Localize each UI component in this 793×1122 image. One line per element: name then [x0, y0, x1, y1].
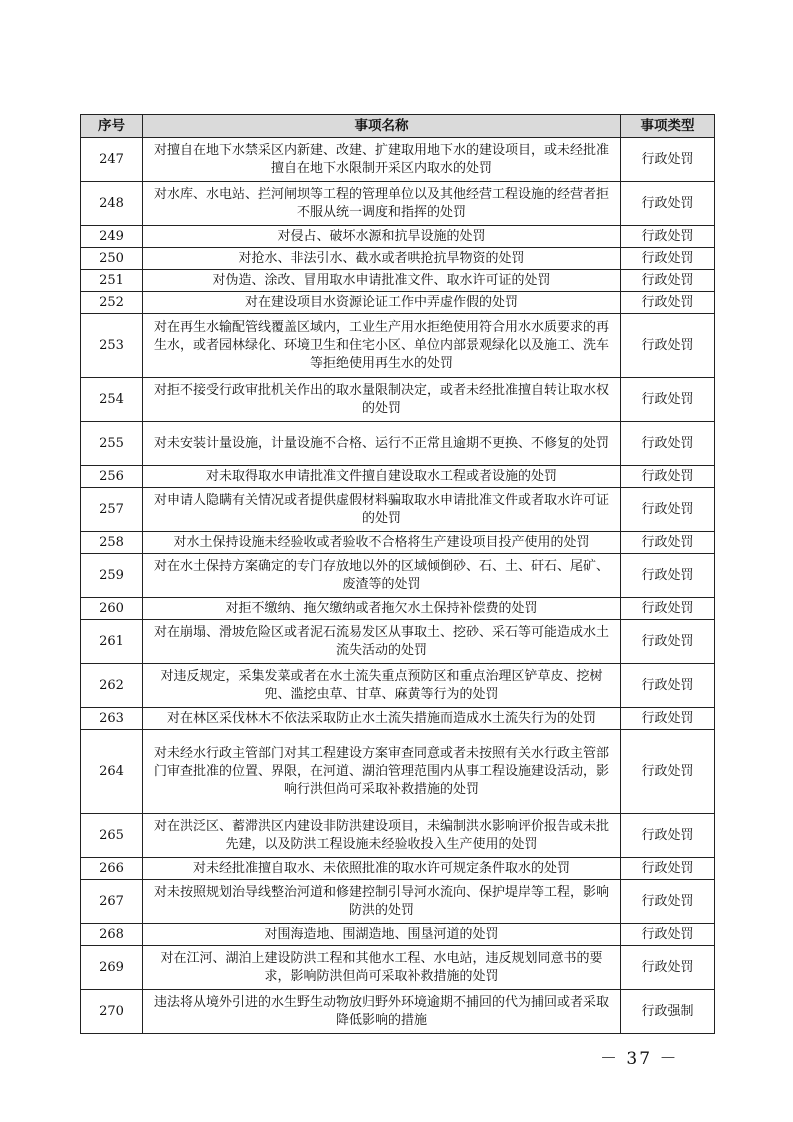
cell-name: 对在林区采伐林木不依法采取防止水土流失措施而造成水土流失行为的处罚	[143, 708, 621, 730]
table-body	[81, 138, 715, 1034]
cell-no: 266	[81, 858, 143, 880]
cell-type: 行政处罚	[621, 488, 715, 532]
header-type: 事项类型	[621, 115, 715, 138]
cell-no: 264	[81, 730, 143, 814]
matters-table	[80, 114, 715, 1034]
cell-name: 对水土保持设施未经验收或者验收不合格将生产建设项目投产使用的处罚	[143, 532, 621, 554]
cell-name: 对未安装计量设施，计量设施不合格、运行不正常且逾期不更换、不修复的处罚	[143, 422, 621, 466]
cell-type: 行政处罚	[621, 730, 715, 814]
cell-name: 对抢水、非法引水、截水或者哄抢抗旱物资的处罚	[143, 248, 621, 270]
cell-no: 250	[81, 248, 143, 270]
cell-no: 265	[81, 814, 143, 858]
cell-no: 256	[81, 466, 143, 488]
cell-type: 行政处罚	[621, 378, 715, 422]
cell-type: 行政处罚	[621, 708, 715, 730]
cell-no: 270	[81, 990, 143, 1034]
cell-name: 对在江河、湖泊上建设防洪工程和其他水工程、水电站，违反规划同意书的要求，影响防洪但尚可采取补救措施的处罚	[143, 946, 621, 990]
cell-name: 对擅自在地下水禁采区内新建、改建、扩建取用地下水的建设项目，或未经批准擅自在地下水限制开采区内取水的处罚	[143, 138, 621, 182]
cell-no: 257	[81, 488, 143, 532]
cell-type: 行政处罚	[621, 138, 715, 182]
cell-name: 对未经水行政主管部门对其工程建设方案审查同意或者未按照有关水行政主管部门审查批准的位置、界限，在河道、湖泊管理范围内从事工程设施建设活动，影响行洪但尚可采取补救措施的处罚	[143, 730, 621, 814]
table-row	[81, 488, 715, 532]
table-row	[81, 990, 715, 1034]
table-row	[81, 620, 715, 664]
cell-type: 行政处罚	[621, 182, 715, 226]
cell-type: 行政处罚	[621, 532, 715, 554]
matters-table-container	[80, 114, 714, 1034]
cell-type: 行政处罚	[621, 880, 715, 924]
cell-name: 对未经批准擅自取水、未依照批准的取水许可规定条件取水的处罚	[143, 858, 621, 880]
table-row	[81, 422, 715, 466]
cell-name: 违法将从境外引进的水生野生动物放归野外环境逾期不捕回的代为捕回或者采取降低影响的措施	[143, 990, 621, 1034]
cell-type: 行政处罚	[621, 292, 715, 314]
table-row	[81, 314, 715, 378]
cell-no: 262	[81, 664, 143, 708]
cell-name: 对在建设项目水资源论证工作中弄虚作假的处罚	[143, 292, 621, 314]
table-row	[81, 466, 715, 488]
table-row	[81, 292, 715, 314]
table-header-row	[81, 115, 715, 138]
table-row	[81, 730, 715, 814]
cell-no: 249	[81, 226, 143, 248]
cell-type: 行政处罚	[621, 554, 715, 598]
cell-name: 对水库、水电站、拦河闸坝等工程的管理单位以及其他经营工程设施的经营者拒不服从统一调度和指挥的处罚	[143, 182, 621, 226]
cell-no: 252	[81, 292, 143, 314]
cell-no: 268	[81, 924, 143, 946]
cell-type: 行政处罚	[621, 248, 715, 270]
header-no: 序号	[81, 115, 143, 138]
cell-no: 259	[81, 554, 143, 598]
table-row	[81, 226, 715, 248]
cell-no: 269	[81, 946, 143, 990]
cell-no: 260	[81, 598, 143, 620]
table-row	[81, 138, 715, 182]
cell-type: 行政处罚	[621, 858, 715, 880]
cell-type: 行政处罚	[621, 620, 715, 664]
cell-no: 263	[81, 708, 143, 730]
table-row	[81, 554, 715, 598]
cell-name: 对围海造地、围湖造地、围垦河道的处罚	[143, 924, 621, 946]
table-row	[81, 858, 715, 880]
table-row	[81, 664, 715, 708]
cell-type: 行政处罚	[621, 598, 715, 620]
cell-name: 对侵占、破坏水源和抗旱设施的处罚	[143, 226, 621, 248]
table-row	[81, 946, 715, 990]
table-row	[81, 378, 715, 422]
cell-no: 258	[81, 532, 143, 554]
cell-type: 行政处罚	[621, 466, 715, 488]
table-row	[81, 182, 715, 226]
cell-name: 对伪造、涂改、冒用取水申请批准文件、取水许可证的处罚	[143, 270, 621, 292]
cell-name: 对违反规定，采集发菜或者在水土流失重点预防区和重点治理区铲草皮、挖树兜、滥挖虫草、甘草、麻黄等行为的处罚	[143, 664, 621, 708]
table-row	[81, 814, 715, 858]
table-row	[81, 532, 715, 554]
cell-name: 对在水土保持方案确定的专门存放地以外的区域倾倒砂、石、土、矸石、尾矿、废渣等的处罚	[143, 554, 621, 598]
cell-no: 255	[81, 422, 143, 466]
cell-no: 254	[81, 378, 143, 422]
cell-no: 253	[81, 314, 143, 378]
cell-type: 行政处罚	[621, 814, 715, 858]
cell-type: 行政处罚	[621, 924, 715, 946]
cell-name: 对在洪泛区、蓄滞洪区内建设非防洪建设项目，未编制洪水影响评价报告或未批先建，以及防洪工程设施未经验收投入生产使用的处罚	[143, 814, 621, 858]
cell-name: 对申请人隐瞒有关情况或者提供虚假材料骗取取水申请批准文件或者取水许可证的处罚	[143, 488, 621, 532]
cell-name: 对拒不缴纳、拖欠缴纳或者拖欠水土保持补偿费的处罚	[143, 598, 621, 620]
table-row	[81, 708, 715, 730]
page-number: － 37 －	[600, 1049, 679, 1069]
cell-name: 对在崩塌、滑坡危险区或者泥石流易发区从事取土、挖砂、采石等可能造成水土流失活动的处罚	[143, 620, 621, 664]
cell-type: 行政处罚	[621, 664, 715, 708]
cell-name: 对在再生水输配管线覆盖区域内，工业生产用水拒绝使用符合用水水质要求的再生水，或者园林绿化、环境卫生和住宅小区、单位内部景观绿化以及施工、洗车等拒绝使用再生水的处罚	[143, 314, 621, 378]
cell-no: 248	[81, 182, 143, 226]
cell-type: 行政强制	[621, 990, 715, 1034]
cell-type: 行政处罚	[621, 226, 715, 248]
cell-no: 261	[81, 620, 143, 664]
cell-type: 行政处罚	[621, 270, 715, 292]
cell-no: 247	[81, 138, 143, 182]
cell-no: 267	[81, 880, 143, 924]
table-row	[81, 598, 715, 620]
table-row	[81, 924, 715, 946]
table-row	[81, 270, 715, 292]
cell-type: 行政处罚	[621, 422, 715, 466]
cell-name: 对拒不接受行政审批机关作出的取水量限制决定，或者未经批准擅自转让取水权的处罚	[143, 378, 621, 422]
header-name: 事项名称	[143, 115, 621, 138]
cell-name: 对未取得取水申请批准文件擅自建设取水工程或者设施的处罚	[143, 466, 621, 488]
cell-no: 251	[81, 270, 143, 292]
cell-name: 对未按照规划治导线整治河道和修建控制引导河水流向、保护堤岸等工程，影响防洪的处罚	[143, 880, 621, 924]
table-row	[81, 248, 715, 270]
cell-type: 行政处罚	[621, 946, 715, 990]
table-row	[81, 880, 715, 924]
cell-type: 行政处罚	[621, 314, 715, 378]
